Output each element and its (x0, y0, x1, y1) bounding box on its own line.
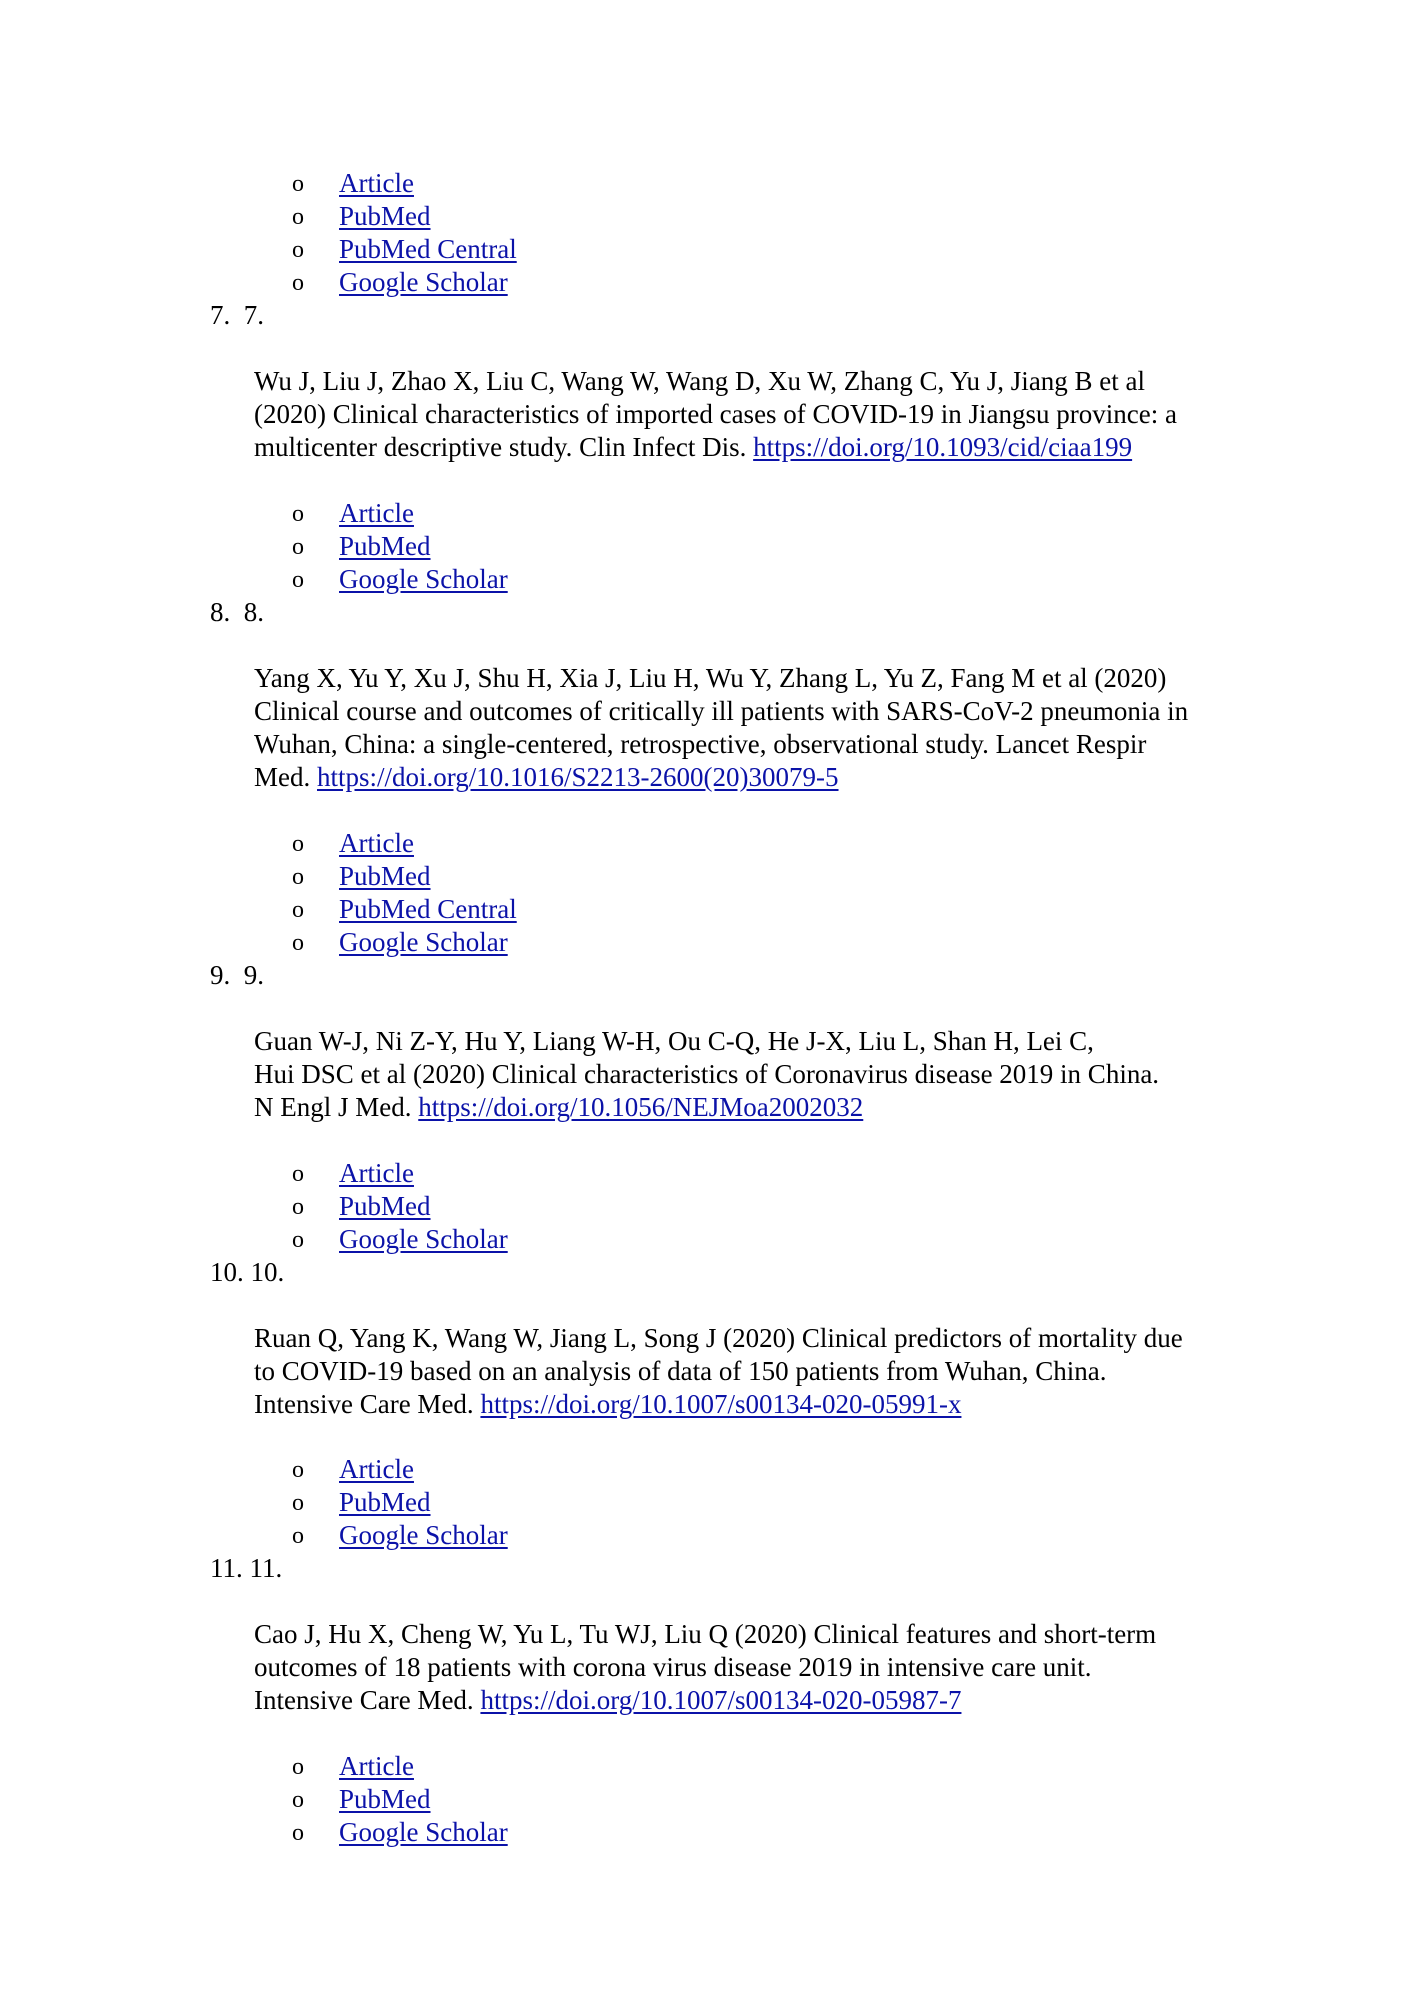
citation-line: Wuhan, China: a single-centered, retrospective, observational study. Lancet Respir (254, 729, 1147, 759)
pubmed-link[interactable]: PubMed (339, 1784, 431, 1814)
bullet-icon: o (292, 204, 304, 230)
pubmed-link[interactable]: PubMed (339, 1191, 431, 1221)
article-link[interactable]: Article (339, 1751, 414, 1781)
google-scholar-link[interactable]: Google Scholar (339, 1817, 508, 1847)
bullet-icon: o (292, 930, 304, 956)
bullet-icon: o (292, 567, 304, 593)
citation-line: Cao J, Hu X, Cheng W, Yu L, Tu WJ, Liu Q (2020) Clinical features and short-term (254, 1619, 1157, 1649)
reference-number: 9. 9. (210, 960, 264, 990)
citation-line: outcomes of 18 patients with corona virus disease 2019 in intensive care unit. (254, 1652, 1092, 1682)
article-link[interactable]: Article (339, 1454, 414, 1484)
bullet-icon: o (292, 1754, 304, 1780)
reference-citation (254, 1322, 1264, 1421)
reference-citation (254, 1618, 1264, 1717)
pubmed-link[interactable]: PubMed (339, 1487, 431, 1517)
bullet-icon: o (292, 1161, 304, 1187)
pubmed-central-link[interactable]: PubMed Central (339, 894, 517, 924)
bullet-icon: o (292, 171, 304, 197)
bullet-icon: o (292, 1523, 304, 1549)
bullet-icon: o (292, 1490, 304, 1516)
google-scholar-link[interactable]: Google Scholar (339, 1224, 508, 1254)
citation-line: Hui DSC et al (2020) Clinical characteristics of Coronavirus disease 2019 in China. (254, 1059, 1160, 1089)
bullet-icon: o (292, 270, 304, 296)
bullet-icon: o (292, 1787, 304, 1813)
citation-line: Ruan Q, Yang K, Wang W, Jiang L, Song J (2020) Clinical predictors of mortality due (254, 1323, 1183, 1353)
google-scholar-link[interactable]: Google Scholar (339, 564, 508, 594)
reference-citation (254, 662, 1264, 794)
citation-line: N Engl J Med. https://doi.org/10.1056/NEJMoa2002032 (254, 1092, 864, 1122)
citation-line: to COVID-19 based on an analysis of data of 150 patients from Wuhan, China. (254, 1356, 1107, 1386)
bullet-icon: o (292, 1194, 304, 1220)
bullet-icon: o (292, 897, 304, 923)
google-scholar-link[interactable]: Google Scholar (339, 927, 508, 957)
citation-line: Intensive Care Med. https://doi.org/10.1007/s00134-020-05991-x (254, 1389, 962, 1419)
google-scholar-link[interactable]: Google Scholar (339, 267, 508, 297)
doi-link[interactable]: https://doi.org/10.1016/S2213-2600(20)30079-5 (317, 762, 839, 792)
citation-line: Med. https://doi.org/10.1016/S2213-2600(20)30079-5 (254, 762, 839, 792)
reference-citation (254, 365, 1264, 464)
citation-line: Intensive Care Med. https://doi.org/10.1007/s00134-020-05987-7 (254, 1685, 962, 1715)
bullet-icon: o (292, 1227, 304, 1253)
reference-number: 8. 8. (210, 597, 264, 627)
article-link[interactable]: Article (339, 168, 414, 198)
doi-link[interactable]: https://doi.org/10.1007/s00134-020-05987-7 (480, 1685, 962, 1715)
citation-line: Yang X, Yu Y, Xu J, Shu H, Xia J, Liu H, Wu Y, Zhang L, Yu Z, Fang M et al (2020) (254, 663, 1167, 693)
citation-line: Clinical course and outcomes of critically ill patients with SARS-CoV-2 pneumonia in (254, 696, 1189, 726)
reference-citation (254, 1025, 1264, 1124)
reference-number: 11. 11. (210, 1553, 283, 1583)
pubmed-link[interactable]: PubMed (339, 531, 431, 561)
article-link[interactable]: Article (339, 498, 414, 528)
citation-line: multicenter descriptive study. Clin Infect Dis. https://doi.org/10.1093/cid/ciaa199 (254, 432, 1133, 462)
citation-line: (2020) Clinical characteristics of imported cases of COVID-19 in Jiangsu province: a (254, 399, 1177, 429)
google-scholar-link[interactable]: Google Scholar (339, 1520, 508, 1550)
doi-link[interactable]: https://doi.org/10.1007/s00134-020-05991-x (480, 1389, 962, 1419)
bullet-icon: o (292, 864, 304, 890)
article-link[interactable]: Article (339, 828, 414, 858)
reference-number: 10. 10. (210, 1257, 285, 1287)
doi-link[interactable]: https://doi.org/10.1056/NEJMoa2002032 (418, 1092, 864, 1122)
bullet-icon: o (292, 1457, 304, 1483)
bullet-icon: o (292, 534, 304, 560)
bullet-icon: o (292, 501, 304, 527)
citation-line: Guan W-J, Ni Z-Y, Hu Y, Liang W-H, Ou C-Q, He J-X, Liu L, Shan H, Lei C, (254, 1026, 1094, 1056)
pubmed-link[interactable]: PubMed (339, 201, 431, 231)
bullet-icon: o (292, 1820, 304, 1846)
pubmed-central-link[interactable]: PubMed Central (339, 234, 517, 264)
article-link[interactable]: Article (339, 1158, 414, 1188)
citation-line: Wu J, Liu J, Zhao X, Liu C, Wang W, Wang D, Xu W, Zhang C, Yu J, Jiang B et al (254, 366, 1146, 396)
reference-number: 7. 7. (210, 300, 264, 330)
pubmed-link[interactable]: PubMed (339, 861, 431, 891)
doi-link[interactable]: https://doi.org/10.1093/cid/ciaa199 (753, 432, 1133, 462)
bullet-icon: o (292, 831, 304, 857)
bullet-icon: o (292, 237, 304, 263)
